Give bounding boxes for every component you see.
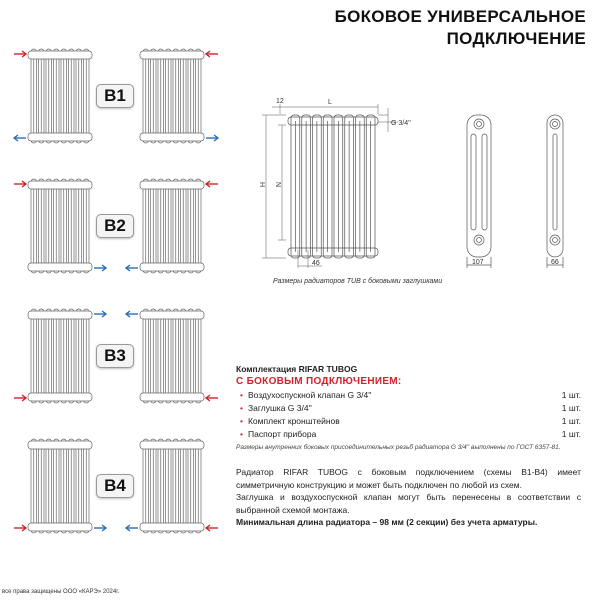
- item-name: Воздухоспускной клапан G 3/4'': [247, 390, 372, 400]
- scheme-label: B4: [96, 474, 134, 498]
- scheme-b3: [0, 308, 240, 418]
- item-qty: 1 шт.: [561, 403, 581, 413]
- description-p3: Минимальная длина радиатора – 98 мм (2 секции) без учета арматуры.: [236, 517, 538, 527]
- return-arrow-icon: [206, 135, 218, 141]
- dim-46: 46: [312, 260, 320, 267]
- return-arrow-icon: [14, 135, 26, 141]
- item-name: Комплект кронштейнов: [247, 416, 340, 426]
- return-arrow-icon: [126, 265, 138, 271]
- supply-arrow-icon: [14, 51, 26, 57]
- dim-107: 107: [472, 259, 484, 266]
- scheme-b1: [0, 48, 240, 158]
- dim-thread: G 3/4'': [391, 120, 411, 127]
- kit-list: [236, 389, 581, 441]
- return-arrow-icon: [126, 311, 138, 317]
- item-name: Заглушка G 3/4'': [247, 403, 312, 413]
- dimension-drawing: [250, 90, 590, 280]
- dim-12: 12: [276, 98, 284, 105]
- copyright: все права защищены ООО «КАРЭ» 2024г.: [2, 589, 120, 595]
- bullet-icon: •: [240, 416, 243, 426]
- supply-arrow-icon: [206, 181, 218, 187]
- scheme-label: B2: [96, 214, 134, 238]
- drawing-caption: Размеры радиаторов TUB с боковыми заглушками: [273, 278, 443, 285]
- supply-arrow-icon: [14, 395, 26, 401]
- supply-arrow-icon: [14, 525, 26, 531]
- dim-h: H: [258, 182, 265, 188]
- supply-arrow-icon: [206, 395, 218, 401]
- page-title: [335, 6, 586, 50]
- item-qty: 1 шт.: [561, 390, 581, 400]
- list-item: [236, 428, 581, 441]
- thread-note: Размеры внутренних боковых присоединительных резьб радиатора G 3/4'' выполнены по ГОСТ 6357-81.: [236, 444, 561, 451]
- return-arrow-icon: [94, 525, 106, 531]
- return-arrow-icon: [94, 311, 106, 317]
- list-item: [236, 415, 581, 428]
- return-arrow-icon: [94, 265, 106, 271]
- scheme-b2: [0, 178, 240, 288]
- description-p2: Заглушка и воздухоспускной клапан могут быть перенесены в соответствии с выбранной схемой монтажа.: [236, 492, 581, 515]
- bullet-icon: •: [240, 390, 243, 400]
- radiator-side-view-3col: [467, 115, 563, 268]
- supply-arrow-icon: [14, 181, 26, 187]
- radiator-front-view: [288, 115, 378, 258]
- kit-section: [236, 364, 581, 451]
- list-item: [236, 389, 581, 402]
- dim-n: N: [274, 182, 281, 188]
- supply-arrow-icon: [206, 51, 218, 57]
- supply-arrow-icon: [206, 525, 218, 531]
- bullet-icon: •: [240, 403, 243, 413]
- dim-l: L: [328, 99, 332, 106]
- item-name: Паспорт прибора: [247, 429, 317, 439]
- kit-subheading: С БОКОВЫМ ПОДКЛЮЧЕНИЕМ:: [236, 376, 402, 387]
- scheme-b4: [0, 438, 240, 548]
- item-qty: 1 шт.: [561, 429, 581, 439]
- description-p1: Радиатор RIFAR TUBOG с боковым подключением (схемы В1-В4) имеет симметричную конструкцию и может быть подключен по любой из схем.: [236, 467, 581, 490]
- title-line-2: ПОДКЛЮЧЕНИЕ: [446, 29, 586, 48]
- description: [236, 466, 581, 529]
- dim-66: 66: [551, 259, 559, 266]
- title-line-1: БОКОВОЕ УНИВЕРСАЛЬНОЕ: [334, 7, 586, 26]
- scheme-label: B1: [96, 84, 134, 108]
- kit-heading: Комплектация RIFAR TUBOG: [236, 364, 358, 374]
- item-qty: 1 шт.: [561, 416, 581, 426]
- bullet-icon: •: [240, 429, 243, 439]
- return-arrow-icon: [126, 525, 138, 531]
- scheme-label: B3: [96, 344, 134, 368]
- list-item: [236, 402, 581, 415]
